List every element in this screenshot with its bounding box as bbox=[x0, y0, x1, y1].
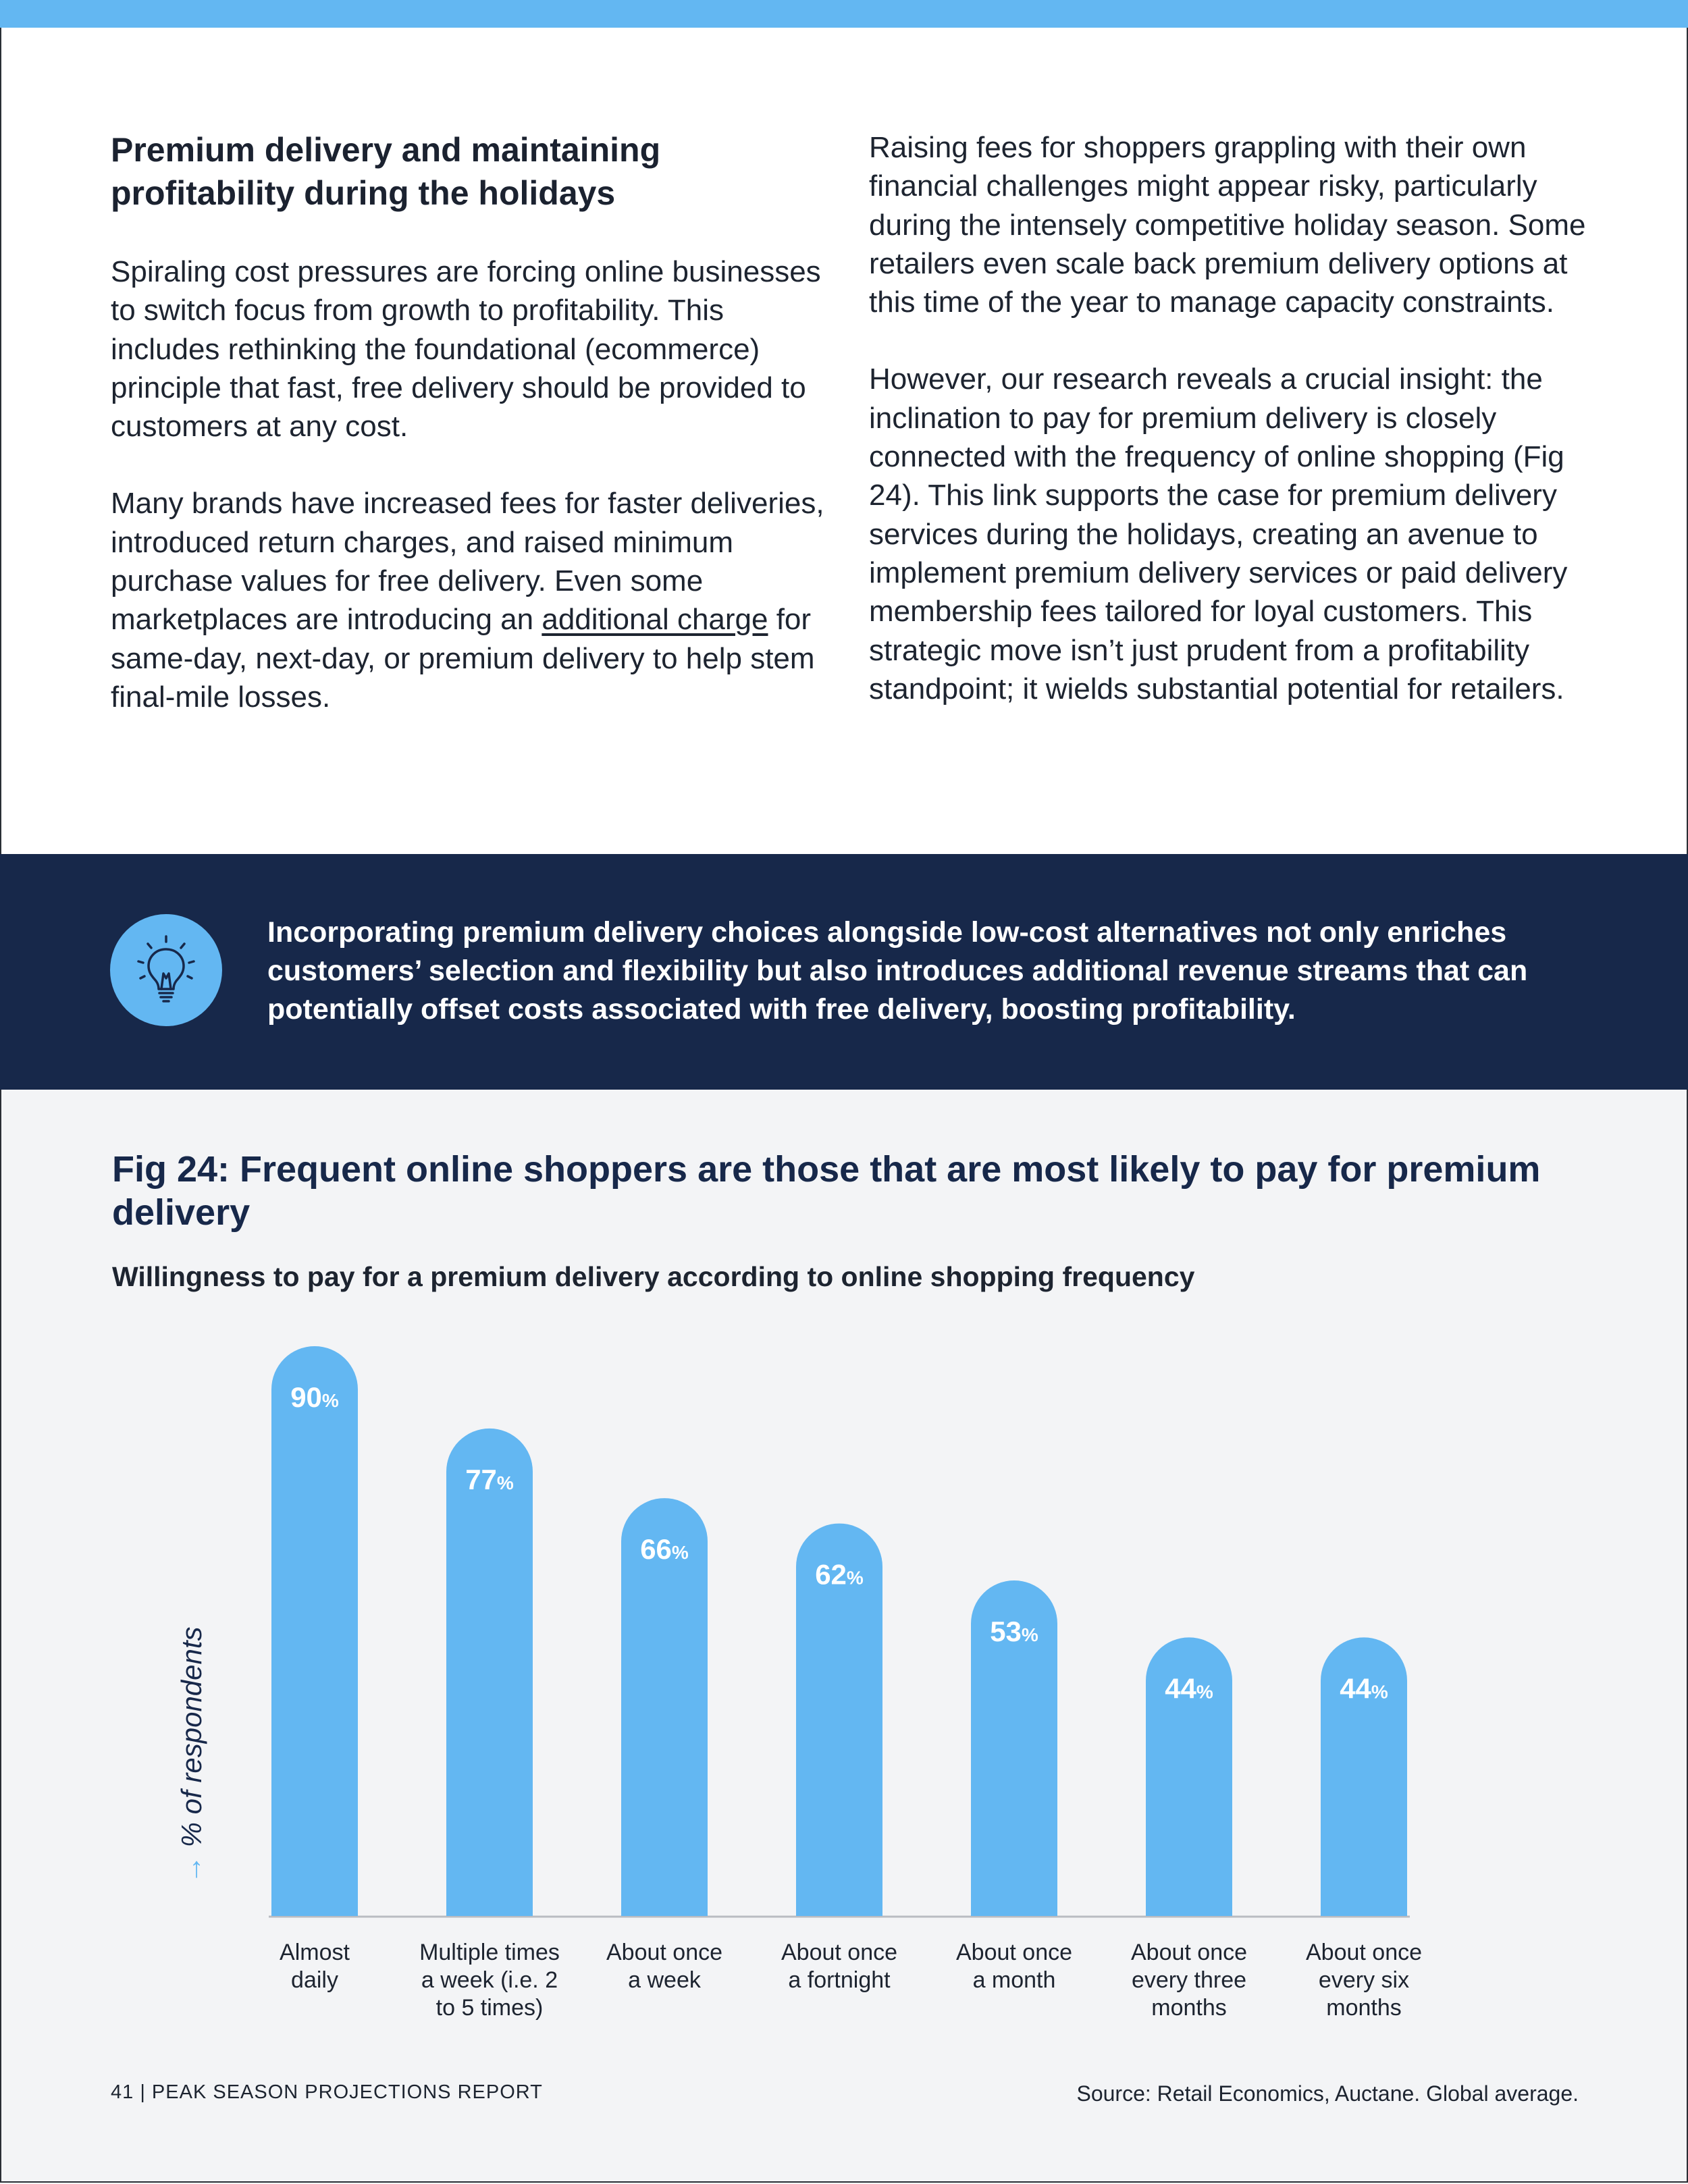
x-tick-label: About once a fortnight bbox=[781, 1940, 898, 1993]
x-tick-label: Almost daily bbox=[280, 1940, 350, 1993]
left-paragraph-2 bbox=[111, 484, 833, 716]
insight-callout bbox=[0, 854, 1688, 1090]
callout-text: Incorporating premium delivery choices alongside low-cost alternatives not only enriches customers’ selection and flexibility but also introduces additional revenue streams that can potentially offset costs associated with free delivery, boosting profitability. bbox=[267, 916, 1528, 1026]
figure-subtitle: Willingness to pay for a premium delivery according to online shopping frequency bbox=[112, 1261, 1195, 1292]
left-paragraph-2-text-b: for same-day, next-day, or premium delivery to help stem final-mile losses. bbox=[111, 603, 815, 714]
x-tick-label: About once a month bbox=[955, 1940, 1073, 1993]
additional-charge-link[interactable]: additional charge bbox=[542, 603, 768, 637]
bar-value-label: 44% bbox=[1165, 1672, 1213, 1705]
bar-value-label: 90% bbox=[290, 1381, 339, 1413]
y-axis-label-text: % of respondents bbox=[176, 1626, 207, 1848]
y-axis-arrow-icon: → bbox=[176, 1855, 207, 1884]
bar-value-label: 66% bbox=[640, 1533, 689, 1566]
footer-page-info: 41 | PEAK SEASON PROJECTIONS REPORT bbox=[111, 2081, 543, 2103]
bar-value-label: 44% bbox=[1340, 1672, 1388, 1705]
report-name: PEAK SEASON PROJECTIONS REPORT bbox=[151, 2081, 543, 2103]
right-paragraph-1: Raising fees for shoppers grappling with their own financial challenges might appear risky, particularly during the intensely competitive holiday season. Some retailers even scale back premium delivery options at this time of the year to manage capacity constraints. bbox=[869, 131, 1586, 319]
left-column bbox=[111, 128, 833, 755]
bar bbox=[446, 1429, 533, 1916]
bar-value-label: 62% bbox=[815, 1558, 864, 1591]
x-tick-label: About once every three months bbox=[1130, 1940, 1248, 2021]
x-tick-label: About once every six months bbox=[1305, 1940, 1423, 2021]
figure-title: Fig 24: Frequent online shoppers are those that are most likely to pay for premium delivery bbox=[112, 1149, 1541, 1233]
bar-value-label: 77% bbox=[465, 1463, 514, 1495]
x-tick-label: Multiple times a week (i.e. 2 to 5 times) bbox=[419, 1940, 560, 2021]
right-paragraph-2: However, our research reveals a crucial insight: the inclination to pay for premium delivery is closely connected with the frequency of online shopping (Fig 24). This link supports the case for premium delivery services during the holidays, creating an avenue to implement premium delivery services or paid delivery membership fees tailored for loyal customers. This strategic move isn’t just prudent from a profitability standpoint; it wields substantial potential for retailers. bbox=[869, 363, 1568, 705]
bar bbox=[271, 1346, 358, 1916]
page-number: 41 bbox=[111, 2081, 134, 2103]
x-tick-label: About once a week bbox=[606, 1940, 723, 1993]
bar-chart bbox=[0, 1323, 1688, 2039]
bar-value-label: 53% bbox=[990, 1615, 1038, 1647]
left-paragraph-2-text-a: Many brands have increased fees for faster deliveries, introduced return charges, and raised minimum purchase values for free delivery. Even some marketplaces are introducing an bbox=[111, 487, 824, 637]
figure-source: Source: Retail Economics, Auctane. Global average. bbox=[1076, 2081, 1579, 2106]
right-column bbox=[869, 128, 1598, 747]
section-heading: Premium delivery and maintaining profitability during the holidays bbox=[111, 131, 661, 212]
lightbulb-icon bbox=[110, 914, 222, 1026]
top-accent-bar bbox=[0, 0, 1688, 28]
left-paragraph-1: Spiraling cost pressures are forcing online businesses to switch focus from growth to profitability. This includes rethinking the foundational (ecommerce) principle that fast, free delivery should be provided to customers at any cost. bbox=[111, 255, 821, 444]
